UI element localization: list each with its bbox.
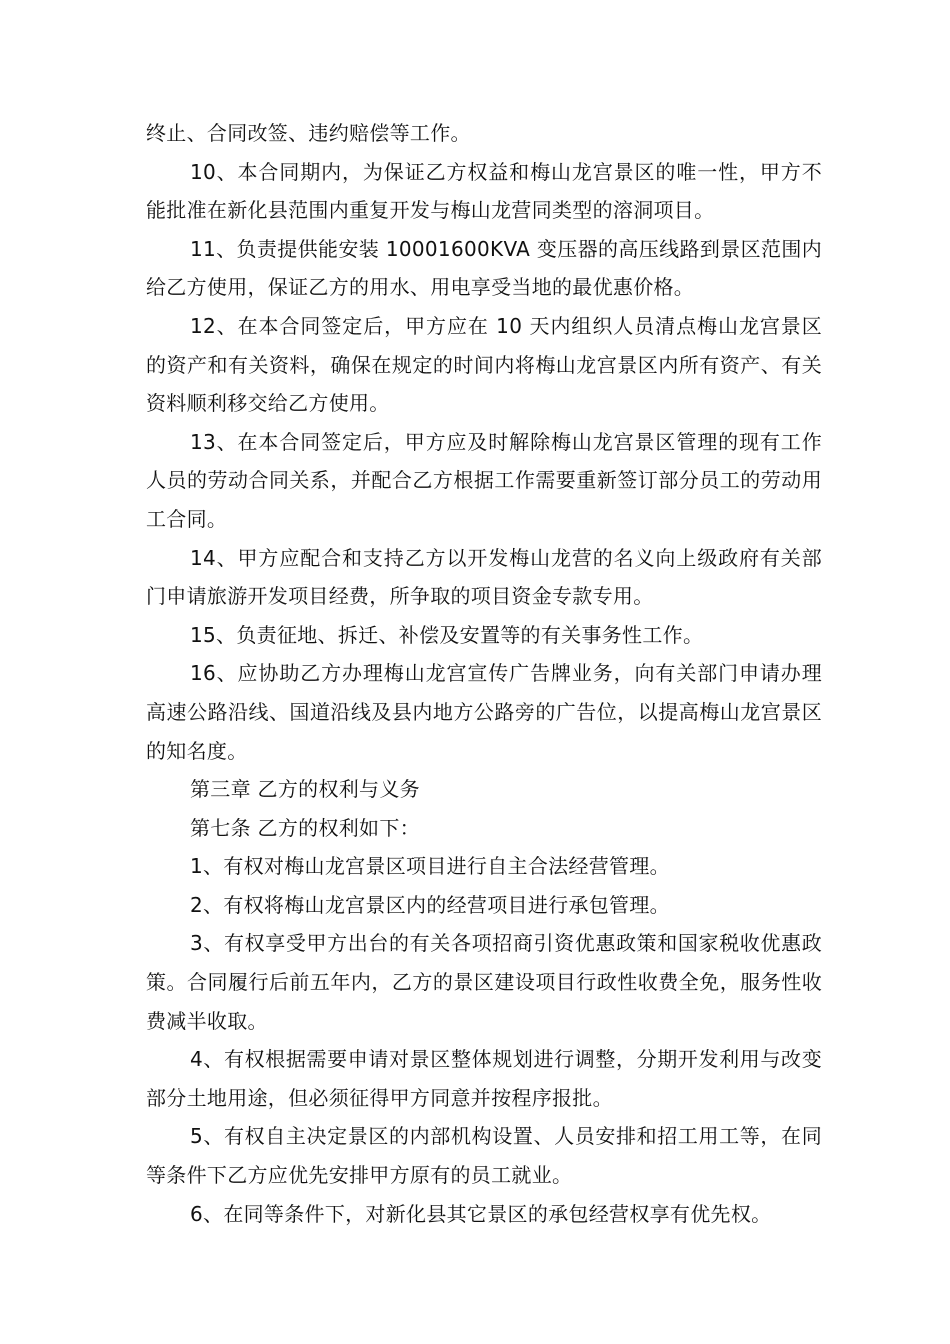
chapter-heading: 第三章 乙方的权利与义务: [190, 777, 420, 802]
paragraph-item-14: 14、甲方应配合和支持乙方以开发梅山龙营的名义向上级政府有关部门申请旅游开发项目经费，所争取的项目资金专款专用。: [146, 545, 822, 609]
paragraph-continuation: 终止、合同改签、违约赔偿等工作。: [146, 121, 471, 145]
paragraph-right-1: 1、有权对梅山龙宫景区项目进行自主合法经营管理。: [190, 854, 670, 879]
paragraph-item-10: 10、本合同期内，为保证乙方权益和梅山龙宫景区的唯一性，甲方不能批准在新化县范围内重复开发与梅山龙营同类型的溶洞项目。: [146, 159, 822, 223]
article-heading: 第七条 乙方的权利如下：: [190, 815, 420, 840]
paragraph-right-5: 5、有权自主决定景区的内部机构设置、人员安排和招工用工等，在同等条件下乙方应优先安排甲方原有的员工就业。: [146, 1124, 822, 1188]
paragraph-item-13: 13、在本合同签定后，甲方应及时解除梅山龙宫景区管理的现有工作人员的劳动合同关系，并配合乙方根据工作需要重新签订部分员工的劳动用工合同。: [146, 429, 822, 531]
paragraph-item-15: 15、负责征地、拆迁、补偿及安置等的有关事务性工作。: [190, 622, 704, 647]
paragraph-item-11: 11、负责提供能安装 10001600KVA 变压器的高压线路到景区范围内给乙方使用，保证乙方的用水、用电享受当地的最优惠价格。: [146, 236, 822, 300]
paragraph-right-3: 3、有权享受甲方出台的有关各项招商引资优惠政策和国家税收优惠政策。合同履行后前五年内，乙方的景区建设项目行政性收费全免，服务性收费减半收取。: [146, 931, 822, 1033]
paragraph-right-2: 2、有权将梅山龙宫景区内的经营项目进行承包管理。: [190, 892, 670, 917]
paragraph-item-16: 16、应协助乙方办理梅山龙宫宣传广告牌业务，向有关部门申请办理高速公路沿线、国道沿线及县内地方公路旁的广告位，以提高梅山龙宫景区的知名度。: [146, 661, 822, 763]
paragraph-right-6: 6、在同等条件下，对新化县其它景区的承包经营权享有优先权。: [190, 1201, 772, 1226]
paragraph-item-12: 12、在本合同签定后，甲方应在 10 天内组织人员清点梅山龙宫景区的资产和有关资料，确保在规定的时间内将梅山龙宫景区内所有资产、有关资料顺利移交给乙方使用。: [146, 313, 822, 416]
document-body: [146, 114, 822, 1233]
paragraph-right-4: 4、有权根据需要申请对景区整体规划进行调整，分期开发利用与改变部分土地用途，但必须征得甲方同意并按程序报批。: [146, 1047, 822, 1110]
